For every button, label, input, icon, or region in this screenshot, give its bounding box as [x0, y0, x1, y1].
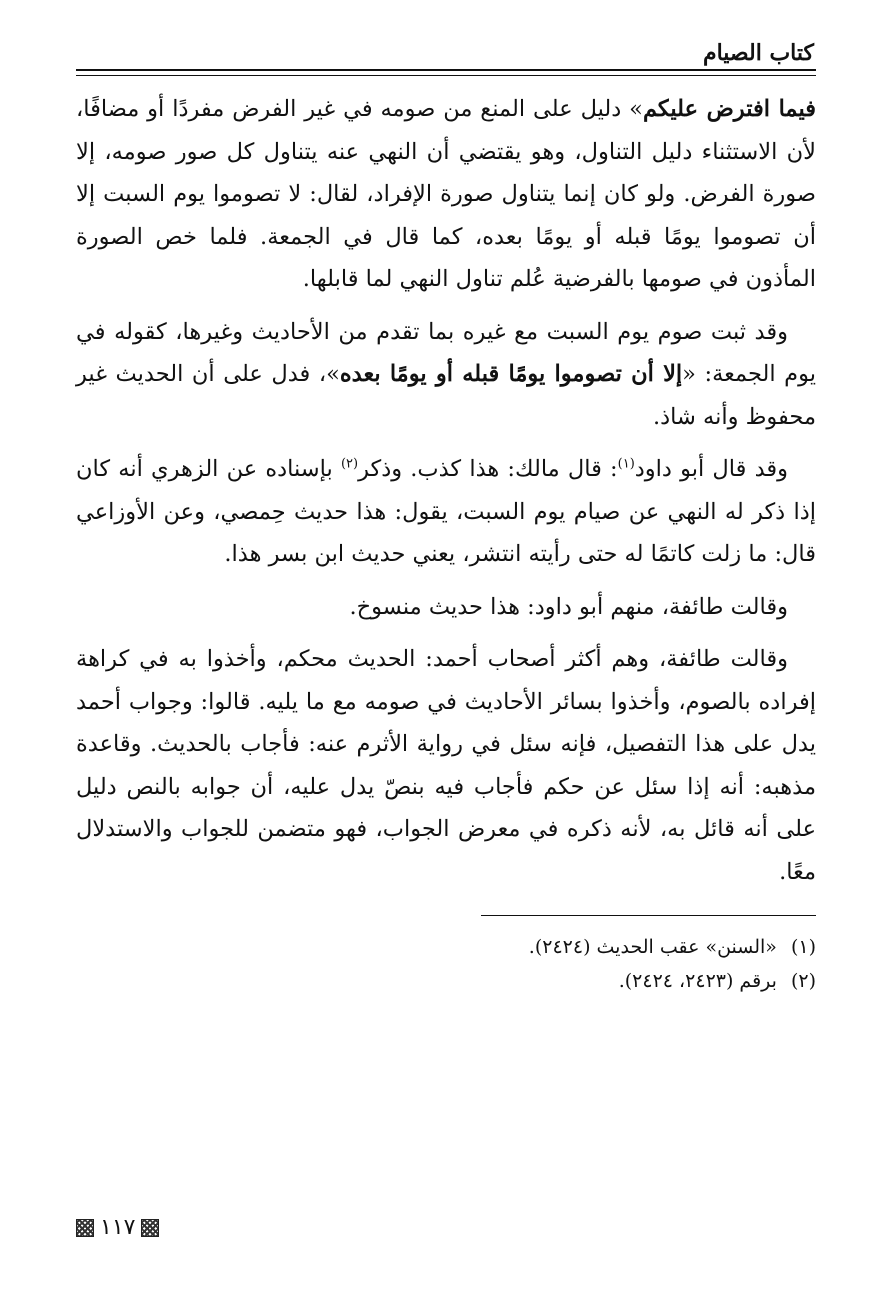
paragraph-3-part3: بإسناده عن الزهري أنه كان إذا ذكر له النهي عن صيام يوم السبت، يقول: هذا حديث حِمصي، وعن الأوزاعي قال: ما زلت كاتمًا له حتى رأيته انتشر، يعني حديث ابن بسر هذا.	[76, 456, 816, 567]
ornament-icon	[141, 1219, 159, 1237]
paragraph-4: وقالت طائفة، منهم أبو داود: هذا حديث منسوخ.	[349, 593, 788, 620]
footnote-2-text: برقم (٢٤٢٣، ٢٤٢٤).	[618, 970, 777, 992]
footnote-1-text: «السنن» عقب الحديث (٢٤٢٤).	[528, 936, 777, 958]
footnote-ref-2[interactable]: (٢)	[340, 456, 359, 472]
quoted-phrase-bold: فيما افترض عليكم	[642, 96, 816, 122]
footnote-separator	[481, 915, 816, 916]
page-number-block	[76, 1215, 159, 1240]
footnote-1	[76, 930, 816, 964]
page-header	[76, 38, 816, 70]
footnote-2-number: (٢)	[790, 970, 816, 992]
ornament-icon	[76, 1219, 94, 1237]
footnotes	[76, 930, 816, 998]
header-double-rule	[76, 69, 816, 76]
paragraph-2-before: وقد ثبت صوم يوم السبت مع غيره بما تقدم من الأحاديث وغيرها، كقوله في يوم الجمعة: «	[76, 318, 816, 387]
paragraph-2-after: »، فدل على أن الحديث غير محفوظ وأنه شاذ.	[76, 361, 816, 430]
paragraph-2	[76, 311, 816, 439]
paragraph-1	[76, 88, 816, 301]
footnote-ref-1[interactable]: (١)	[617, 456, 635, 472]
paragraph-3-part2: : قال مالك: هذا كذب. وذكر	[358, 456, 618, 482]
main-text	[76, 88, 816, 893]
hadith-quote-bold: إلا أن تصوموا يومًا قبله أو يومًا بعده	[339, 361, 683, 387]
running-title: كتاب الصيام	[702, 40, 814, 66]
page-number: ١١٧	[100, 1215, 136, 1240]
paragraph-3	[76, 448, 816, 576]
paragraph-1-text: » دليل على المنع من صومه في غير الفرض مفردًا أو مضافًا، لأن الاستثناء دليل التناول، وهو يقتضي أن النهي عنه يتناول كل صور صومه، إلا صورة الفرض. ولو كان إنما يتناول صورة الإفراد، لقال: لا تصوموا يوم السبت إلا أن تصوموا يومًا قبله أو يومًا بعده، كما قال في الجمعة. فلما خص الصورة المأذون في صومها بالفرضية عُلم تناول النهي لما قابلها.	[76, 96, 816, 292]
footnote-1-number: (١)	[790, 936, 816, 958]
book-page	[76, 38, 816, 1258]
paragraph-3-part1: وقد قال أبو داود	[634, 456, 788, 482]
footnote-2	[76, 964, 816, 998]
paragraph-5: وقالت طائفة، وهم أكثر أصحاب أحمد: الحديث محكم، وأخذوا به في كراهة إفراده بالصوم، وأخذوا بسائر الأحاديث في صومه مع ما يليه. قالوا: وجواب أحمد يدل على هذا التفصيل، فإنه سئل في رواية الأثرم عنه: فأجاب بالحديث. وقاعدة مذهبه: أنه إذا سئل عن حكم فأجاب فيه بنصّ يدل عليه، أن جوابه بالنص دليل على أنه قائل به، لأنه ذكره في معرض الجواب، فهو متضمن للجواب والاستدلال معًا.	[76, 646, 816, 885]
